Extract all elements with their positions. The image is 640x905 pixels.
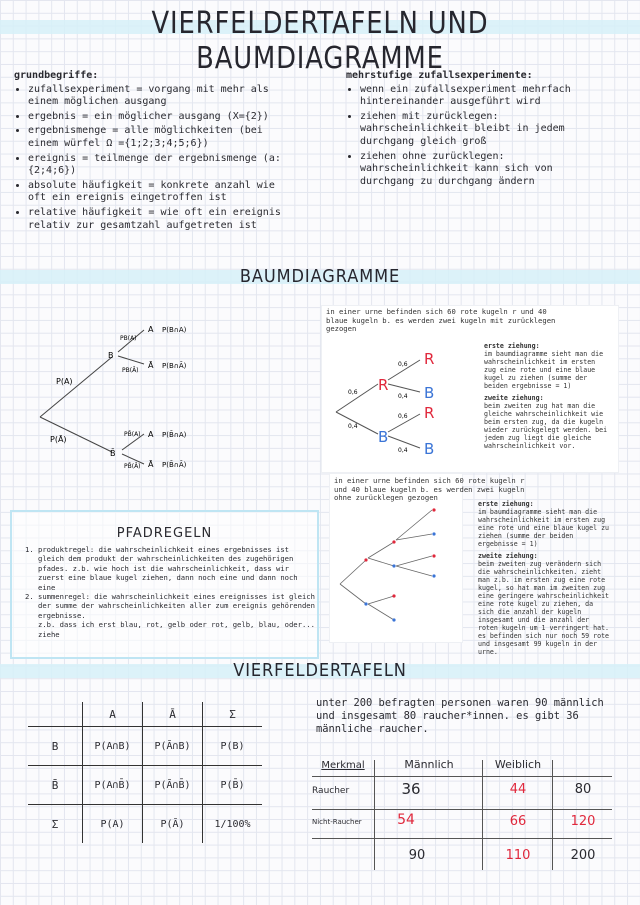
table-cell [28, 702, 83, 727]
table-cell: Σ [203, 702, 263, 727]
table-cell: P(Ā∩B̄) [143, 766, 203, 805]
table-cell: P(Ā∩B) [143, 727, 203, 766]
table-cell: 1/100% [214, 818, 251, 830]
node-b: B [108, 351, 114, 360]
value-cell-computed: 54 [397, 812, 415, 828]
note-text: im baumdiagramme sieht man die wahrscheinlichkeit im ersten zug eine rote und eine blaue kugel zu ziehen (summe der beiden ergebnisse = 1) [484, 350, 604, 390]
mehrstufig-heading: mehrstufige zufallsexperimente: [346, 70, 533, 81]
edge-label: 0,6 [398, 361, 408, 368]
edge-label: 0,4 [348, 423, 358, 430]
table-cell: B [28, 727, 83, 766]
node-r: R [424, 404, 435, 422]
edge-label: 0,6 [398, 413, 408, 420]
note-heading: erste ziehung: [478, 500, 534, 508]
leaf-prob: P(B∩Ā) [162, 362, 187, 370]
pfadregeln-example: z.b. dass ich erst blau, rot, gelb oder rot, gelb, blau, oder... ziehe [38, 620, 315, 639]
list-item: • ziehen mit zurücklegen: wahrscheinlichkeit bleibt in jedem durchgang gleich groß [360, 111, 608, 149]
table-cell: Σ [28, 805, 83, 844]
value-cell-computed: 110 [505, 848, 531, 863]
mehrstufig-section [346, 70, 608, 190]
note-text: beim zweiten zug verändern sich die wahrscheinlichkeiten. zieht man z.b. im ersten zug eine rote kugel, so hat man im zweiten zug eine geringere wahrscheinlichkeit eine rote kugel zu ziehen, da sich die anzahl der kugeln insgesamt und die anzahl der roten kugeln um 1 verringert hat. es befinden sich nur noch 59 rote und insgesamt 99 kugeln in der urne. [478, 560, 610, 656]
note-text: im baumdiagramme sieht man die wahrscheinlichkeit im ersten zug eine rote und eine blaue kugel zu ziehen (summe der beiden ergebnisse = 1) [478, 508, 610, 548]
table-cell: Ā [143, 702, 203, 727]
table-cell: P(A∩B̄) [83, 766, 143, 805]
edge-label-pb-abar: PB(Ā) [122, 367, 139, 374]
leaf-event: A [148, 430, 154, 439]
node-r: R [378, 376, 389, 394]
header-maennlich: Männlich [404, 758, 454, 771]
list-item: • ziehen ohne zurücklegen: wahrscheinlichkeit kann sich von durchgang zu durchgang ändern [360, 151, 608, 189]
list-item: • ergebnis = ein möglicher ausgang (X={2}) [28, 111, 284, 124]
section-title-vierfeldertafeln: VIERFELDERTAFELN [233, 660, 407, 681]
grundbegriffe-section [14, 70, 284, 234]
list-item: • ergebnismenge = alle möglichkeiten (bei einem würfel Ω ={1;2;3;4;5;6}) [28, 125, 284, 150]
node-b: B [424, 384, 435, 402]
leaf-prob: P(B∩A) [162, 326, 187, 334]
list-item: 1. produktregel: die wahrscheinlichkeit eines ergebnisses ist gleich dem produkt der wahrscheinlichkeiten des zugehörigen pfades. z.b. wie hoch ist die wahrscheinlichkeit, dass wir zuerst eine blaue kugel ziehen, dann noch eine und dann noch eine [38, 545, 317, 592]
list-item: • absolute häufigkeit = konkrete anzahl wie oft ein ereignis eingetroffen ist [28, 180, 284, 205]
node-b: B [378, 428, 389, 446]
value-cell: 80 [574, 782, 592, 797]
note-heading: zweite ziehung: [484, 394, 544, 402]
table-cell: P(A) [83, 805, 143, 844]
table-row [28, 702, 262, 727]
table-row [28, 727, 262, 766]
grundbegriffe-heading: grundbegriffe: [14, 70, 99, 81]
pfadregeln-title: PFADREGELN [116, 526, 213, 541]
list-item: 2. summenregel: die wahrscheinlichkeit eines ereignisses ist gleich der summe der wahrscheinlichkeiten aller zum ereignis gehörenden ergebnisse. [38, 592, 317, 620]
list-item: • ereignis = teilmenge der ergebnismenge (a: {2;4;6}) [28, 153, 284, 178]
leaf-prob: P(B̄∩A) [162, 431, 187, 439]
value-cell: 90 [408, 848, 426, 863]
urne2-tree [336, 504, 458, 634]
leaf-event: A [148, 325, 154, 334]
page-title: VIERFELDERTAFELN UND BAUMDIAGRAMME [151, 6, 489, 76]
header-weiblich: Weiblich [494, 758, 542, 771]
note-heading: zweite ziehung: [478, 552, 538, 560]
example-table [312, 760, 617, 870]
edge-label: 0,4 [398, 393, 408, 400]
edge-label-pabar: P(Ā) [50, 435, 67, 444]
row-label-raucher: Raucher [312, 786, 350, 796]
leaf-event: Ā [148, 361, 154, 370]
edge-label-pb-a: PB(A) [120, 335, 137, 342]
urne1-text: in einer urne befinden sich 60 rote kugeln r und 40 blaue kugeln b. es werden zwei kugeln mit zurücklegen gezogen [326, 307, 556, 334]
edge-label-pbbar-abar: PB̄(Ā) [124, 463, 141, 470]
node-b: B [424, 440, 435, 458]
pfadregeln-box [10, 510, 319, 659]
example-text: unter 200 befragten personen waren 90 männlich und insgesamt 80 raucher*innen. es gibt 36 männliche raucher. [316, 697, 604, 735]
value-cell: 200 [570, 848, 596, 863]
table-cell: P(Ā) [143, 805, 203, 844]
list-item: • wenn ein zufallsexperiment mehrfach hintereinander ausgeführt wird [360, 84, 608, 109]
value-cell-computed: 120 [570, 814, 596, 829]
list-item: • zufallsexperiment = vorgang mit mehr als einem möglichen ausgang [28, 84, 284, 109]
note-text: beim zweiten zug hat man die gleiche wahrscheinlichkeit wie beim ersten zug, da die kugeln wieder zurückgelegt werden. bei jedem zug liegt die gleiche wahrscheinlichkeit vor. [484, 402, 608, 450]
table-row [28, 805, 262, 844]
header-merkmal: Merkmal [321, 760, 365, 771]
row-label-nichtraucher: Nicht-Raucher [312, 818, 362, 826]
node-bbar: B̄ [110, 449, 116, 458]
urne2-notes [478, 500, 612, 656]
edge-label: 0,6 [348, 389, 358, 396]
table-cell: P(A∩B) [83, 727, 143, 766]
urne1-notes [484, 342, 610, 450]
value-cell-computed: 44 [509, 782, 527, 797]
leaf-prob: P(B̄∩Ā) [162, 461, 187, 469]
value-cell: 36 [401, 780, 421, 798]
general-tree-diagram [30, 312, 220, 482]
urne1-tree [332, 342, 472, 462]
table-cell: B̄ [28, 766, 83, 805]
table-row [28, 766, 262, 805]
edge-label-pbbar-a: PB̄(A) [124, 431, 141, 438]
value-cell-computed: 66 [509, 814, 527, 829]
table-cell: P(B̄) [203, 766, 263, 805]
node-r: R [424, 350, 435, 368]
edge-label-pa: P(A) [56, 377, 73, 386]
table-cell: P(B) [203, 727, 263, 766]
vierfeldertafel-general [28, 702, 262, 843]
urne2-text: in einer urne befinden sich 60 rote kugeln r und 40 blaue kugeln b. es werden zwei kugeln ohne zurücklegen gezogen [334, 476, 525, 503]
leaf-event: Ā [148, 460, 154, 469]
section-title-baumdiagramme: BAUMDIAGRAMME [239, 266, 401, 287]
note-heading: erste ziehung: [484, 342, 540, 350]
table-cell: A [83, 702, 143, 727]
edge-label: 0,4 [398, 447, 408, 454]
list-item: • relative häufigkeit = wie oft ein ereignis relativ zur gesamtzahl aufgetreten ist [28, 207, 284, 232]
